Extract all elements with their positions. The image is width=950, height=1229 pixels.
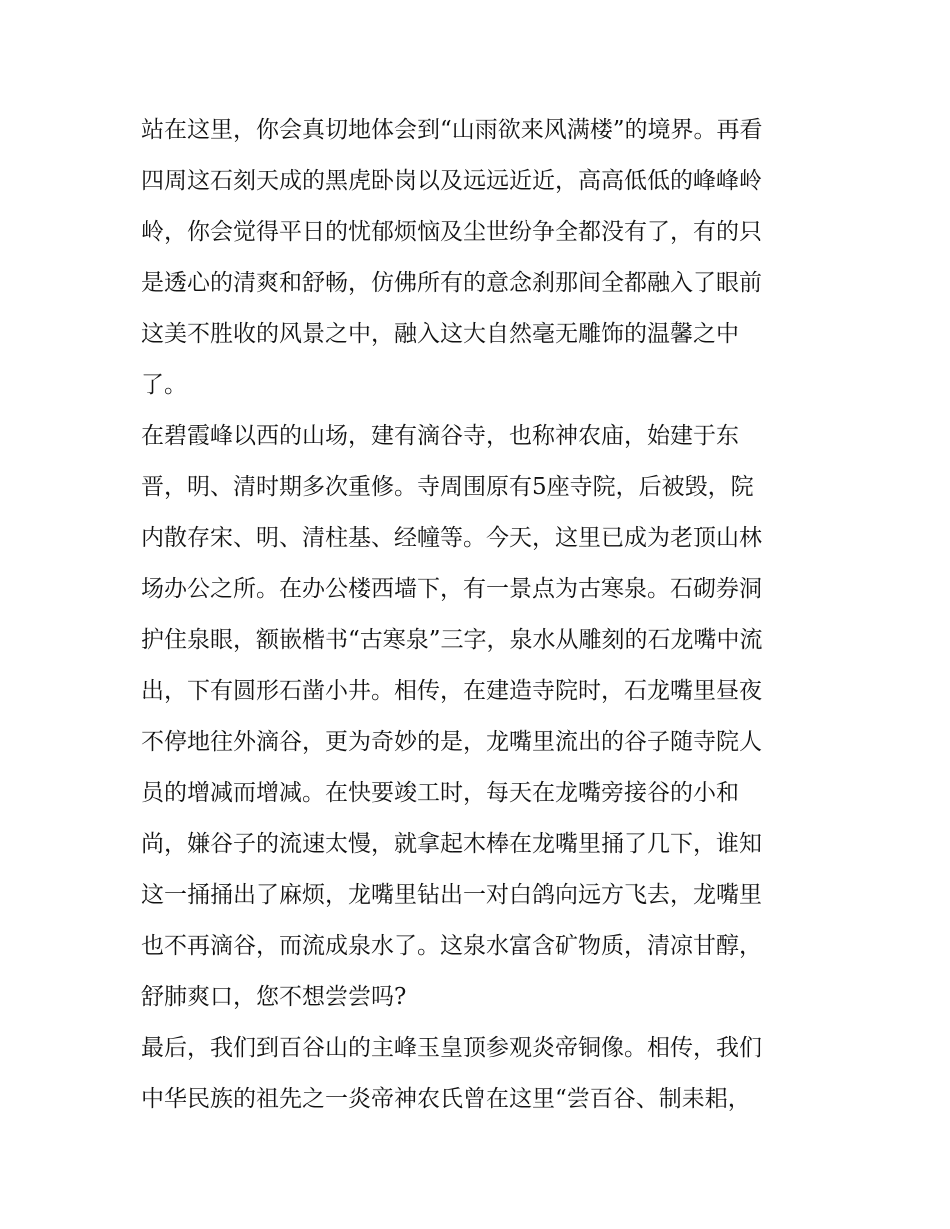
text-line: 中华民族的祖先之一炎帝神农氏曾在这里“尝百谷、制耒耜， [141, 1086, 751, 1112]
text-line: 出，下有圆形石凿小井。相传，在建造寺院时，石龙嘴里昼夜 [141, 678, 762, 704]
text-line: 护住泉眼，额嵌楷书“古寒泉”三字，泉水从雕刻的石龙嘴中流 [141, 627, 763, 653]
body-text [141, 105, 821, 1125]
text-line: 舒肺爽口，您不想尝尝吗? [141, 984, 407, 1010]
text-line: 不停地往外滴谷，更为奇妙的是，龙嘴里流出的谷子随寺院人 [141, 729, 762, 755]
text-line: 这美不胜收的风景之中，融入这大自然毫无雕饰的温馨之中 [141, 321, 739, 347]
text-line: 最后，我们到百谷山的主峰玉皇顶参观炎帝铜像。相传，我们 [141, 1035, 762, 1061]
text-line: 是透心的清爽和舒畅，仿佛所有的意念刹那间全都融入了眼前 [141, 270, 762, 296]
text-line: 岭，你会觉得平日的忧郁烦恼及尘世纷争全都没有了，有的只 [141, 219, 762, 245]
text-line: 在碧霞峰以西的山场，建有滴谷寺，也称神农庙，始建于东 [141, 423, 739, 449]
text-line: 员的增减而增减。在快要竣工时，每天在龙嘴旁接谷的小和 [141, 780, 739, 806]
text-line: 了。 [141, 372, 187, 398]
text-line: 站在这里，你会真切地体会到“山雨欲来风满楼”的境界。再看 [141, 117, 763, 143]
text-line: 四周这石刻天成的黑虎卧岗以及远远近近，高高低低的峰峰岭 [141, 168, 762, 194]
text-line: 场办公之所。在办公楼西墙下，有一景点为古寒泉。石砌券洞 [141, 576, 762, 602]
text-line: 这一捅捅出了麻烦，龙嘴里钻出一对白鸽向远方飞去，龙嘴里 [141, 882, 762, 908]
text-line: 也不再滴谷，而流成泉水了。这泉水富含矿物质，清凉甘醇， [141, 933, 762, 959]
text-line: 内散存宋、明、清柱基、经幢等。今天，这里已成为老顶山林 [141, 525, 762, 551]
text-line: 尚，嫌谷子的流速太慢，就拿起木棒在龙嘴里捅了几下，谁知 [141, 831, 762, 857]
text-line: 晋，明、清时期多次重修。寺周围原有5座寺院，后被毁，院 [141, 474, 754, 500]
